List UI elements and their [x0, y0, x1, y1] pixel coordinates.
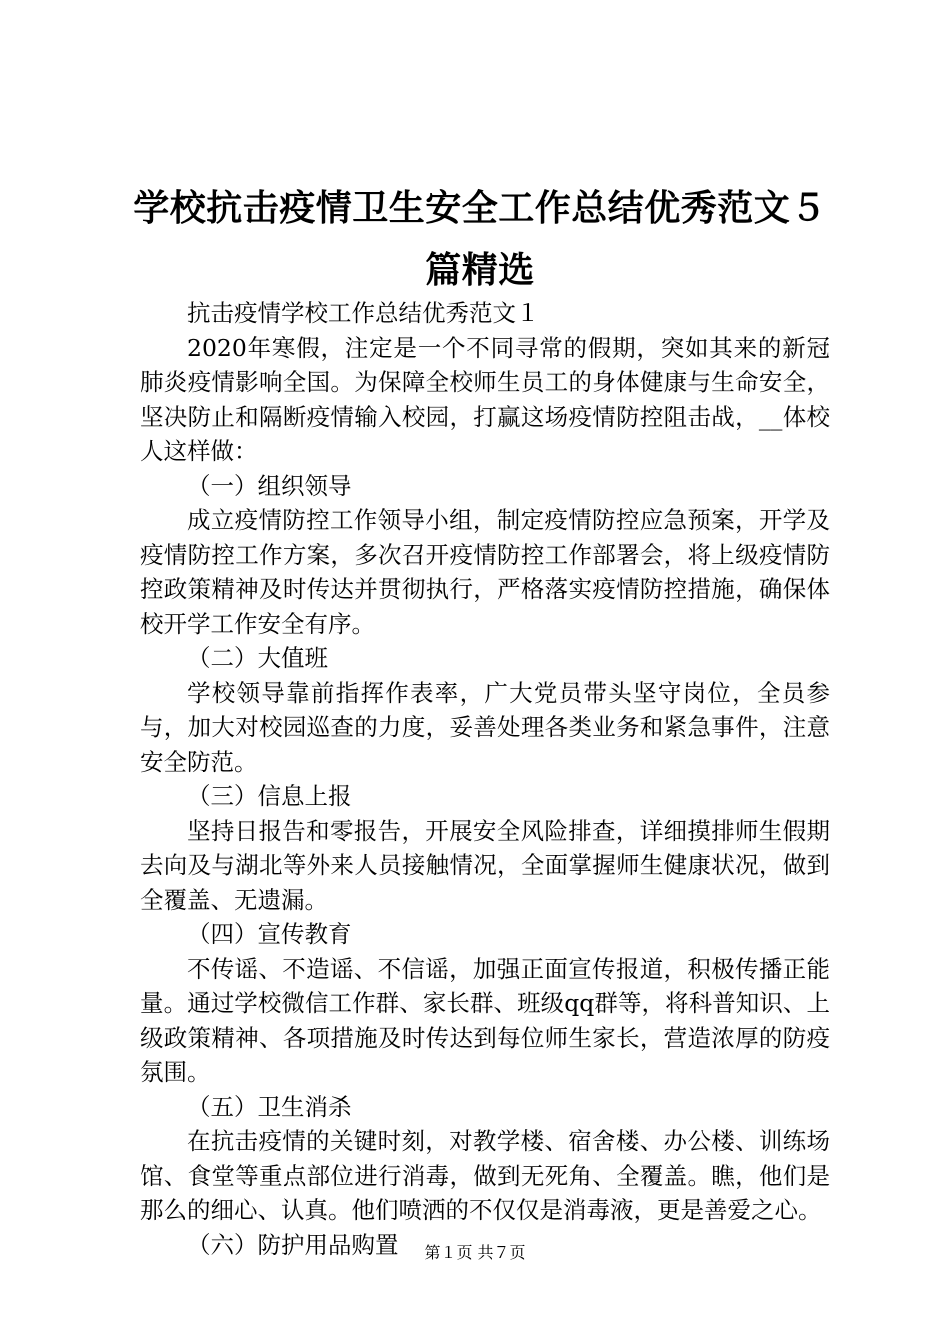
- section-heading: （六）防护用品购置: [187, 1230, 399, 1259]
- document-title: 学校抗击疫情卫生安全工作总结优秀范文５篇精选: [133, 188, 827, 291]
- body-paragraph: 2020年寒假，注定是一个不同寻常的假期，突如其来的新冠肺炎疫情影响全国。为保障全校师生员工的身体健康与生命安全，坚决防止和隔断疫情输入校园，打赢这场疫情防控阻击战，__体校人这样做：: [140, 333, 830, 465]
- section-heading: （三）信息上报: [187, 782, 352, 810]
- page-number-footer: 第１页 共７页: [424, 1243, 526, 1262]
- section-heading: 抗击疫情学校工作总结优秀范文１: [187, 299, 540, 327]
- section-heading: （一）组织领导: [187, 471, 352, 500]
- section-heading: （二）大值班: [187, 644, 328, 672]
- body-paragraph: 不传谣、不造谣、不信谣，加强正面宣传报道，积极传播正能量。通过学校微信工作群、家长群、班级qq群等，将科普知识、上级政策精神、各项措施及时传达到每位师生家长，营造浓厚的防疫氛围。: [140, 954, 830, 1086]
- body-paragraph: 学校领导靠前指挥作表率，广大党员带头坚守岗位，全员参与，加大对校园巡查的力度，妥善处理各类业务和紧急事件，注意安全防范。: [140, 678, 830, 776]
- body-paragraph: 坚持日报告和零报告，开展安全风险排查，详细摸排师生假期去向及与湖北等外来人员接触情况，全面掌握师生健康状况，做到全覆盖、无遗漏。: [140, 816, 830, 914]
- body-paragraph: 成立疫情防控工作领导小组，制定疫情防控应急预案，开学及疫情防控工作方案，多次召开疫情防控工作部署会，将上级疫情防控政策精神及时传达并贯彻执行，严格落实疫情防控措施，确保体校开学工作安全有序。: [140, 506, 830, 638]
- document-body: [140, 296, 830, 1262]
- section-heading: （五）卫生消杀: [187, 1092, 352, 1121]
- section-heading: （四）宣传教育: [187, 920, 352, 948]
- body-paragraph: 在抗击疫情的关键时刻，对教学楼、宿舍楼、办公楼、训练场馆、食堂等重点部位进行消毒，做到无死角、全覆盖。瞧，他们是那么的细心、认真。他们喷洒的不仅仅是消毒液，更是善爱之心。: [140, 1127, 830, 1224]
